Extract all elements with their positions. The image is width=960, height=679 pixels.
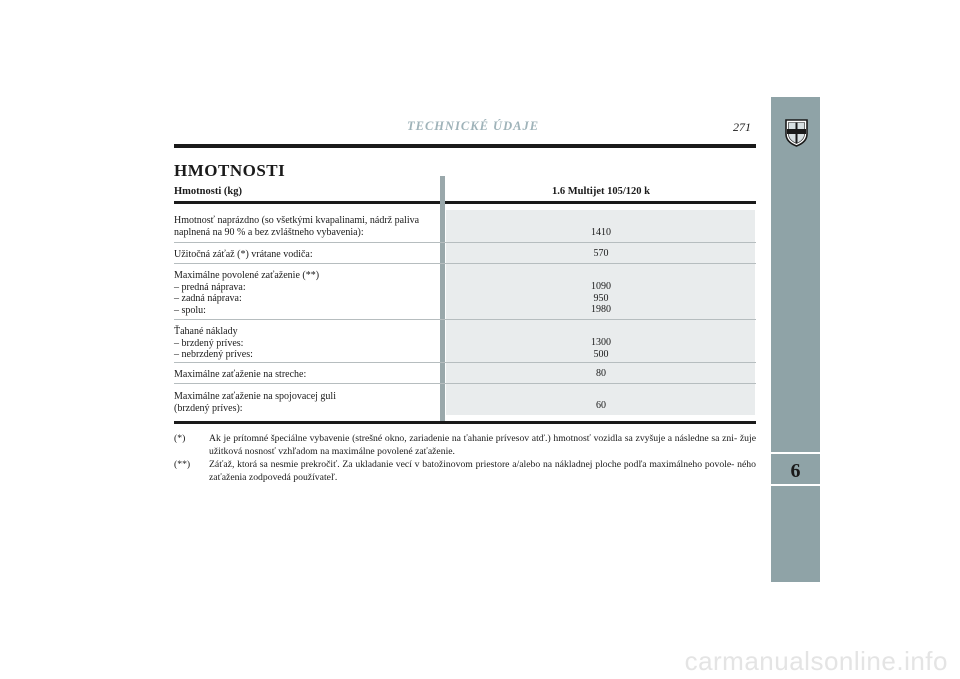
row-divider bbox=[174, 362, 756, 363]
footnote-text: Ak je prítomné špeciálne vybavenie (strešné okno, zariadenie na ťahanie prívesov atď.) hmotnosť vozidla sa zvyšuje a následne sa zni- žuje užitková nosnosť vzhľadom na maximálne povolené zaťaženie. bbox=[209, 433, 756, 457]
row-label-roof-load: Maximálne zaťaženie na streche: bbox=[174, 369, 307, 380]
row-value-hitch-load: 60 bbox=[596, 400, 606, 411]
row-divider bbox=[174, 242, 756, 243]
strip-divider bbox=[771, 452, 820, 454]
footnote-text: Záťaž, ktorá sa nesmie prekročiť. Za ukladanie vecí v batožinovom priestore a/alebo na nákladnej ploche podľa maximálneho povole- ného zaťaženia zodpovedá používateľ. bbox=[209, 459, 756, 483]
row-value-towed-loads: 1300 500 bbox=[591, 337, 611, 360]
footnote-2 bbox=[174, 459, 756, 484]
row-label-curb-weight: Hmotnosť naprázdno (so všetkými kvapalinami, nádrž paliva naplnená na 90 % a bez zvláštneho vybavenia): bbox=[174, 215, 420, 238]
row-label-payload: Užitočná záťaž (*) vrátane vodiča: bbox=[174, 249, 313, 260]
chapter-side-strip bbox=[771, 97, 820, 582]
chapter-number: 6 bbox=[790, 460, 801, 482]
row-value-curb-weight: 1410 bbox=[591, 227, 611, 238]
row-value-roof-load: 80 bbox=[596, 368, 606, 379]
page-number: 271 bbox=[733, 120, 751, 134]
row-label-hitch-load: Maximálne zaťaženie na spojovacej guli (brzdený príves): bbox=[174, 391, 336, 414]
footnote-1 bbox=[174, 433, 756, 458]
row-label-towed-loads: Ťahané náklady – brzdený príves: – nebrzdený príves: bbox=[174, 326, 253, 360]
running-header-title: TECHNICKÉ ÚDAJE bbox=[407, 119, 540, 133]
header-rule bbox=[174, 144, 756, 148]
row-divider bbox=[174, 383, 756, 384]
table-top-rule bbox=[174, 201, 756, 204]
row-value-max-load: 1090 950 1980 bbox=[591, 281, 611, 315]
column-header-weights: Hmotnosti (kg) bbox=[174, 186, 242, 197]
table-bottom-rule bbox=[174, 421, 756, 424]
column-header-engine: 1.6 Multijet 105/120 k bbox=[552, 186, 650, 197]
row-divider bbox=[174, 263, 756, 264]
lancia-logo-icon bbox=[784, 118, 809, 147]
strip-divider bbox=[771, 484, 820, 486]
section-heading: HMOTNOSTI bbox=[174, 161, 286, 180]
footnote-mark: (*) bbox=[174, 433, 186, 444]
row-value-payload: 570 bbox=[593, 248, 609, 259]
row-label-max-load: Maximálne povolené zaťaženie (**) – predná náprava: – zadná náprava: – spolu: bbox=[174, 270, 320, 316]
watermark: carmanualsonline.info bbox=[684, 646, 948, 676]
column-divider bbox=[440, 176, 445, 423]
footnote-mark: (**) bbox=[174, 459, 191, 470]
row-divider bbox=[174, 319, 756, 320]
